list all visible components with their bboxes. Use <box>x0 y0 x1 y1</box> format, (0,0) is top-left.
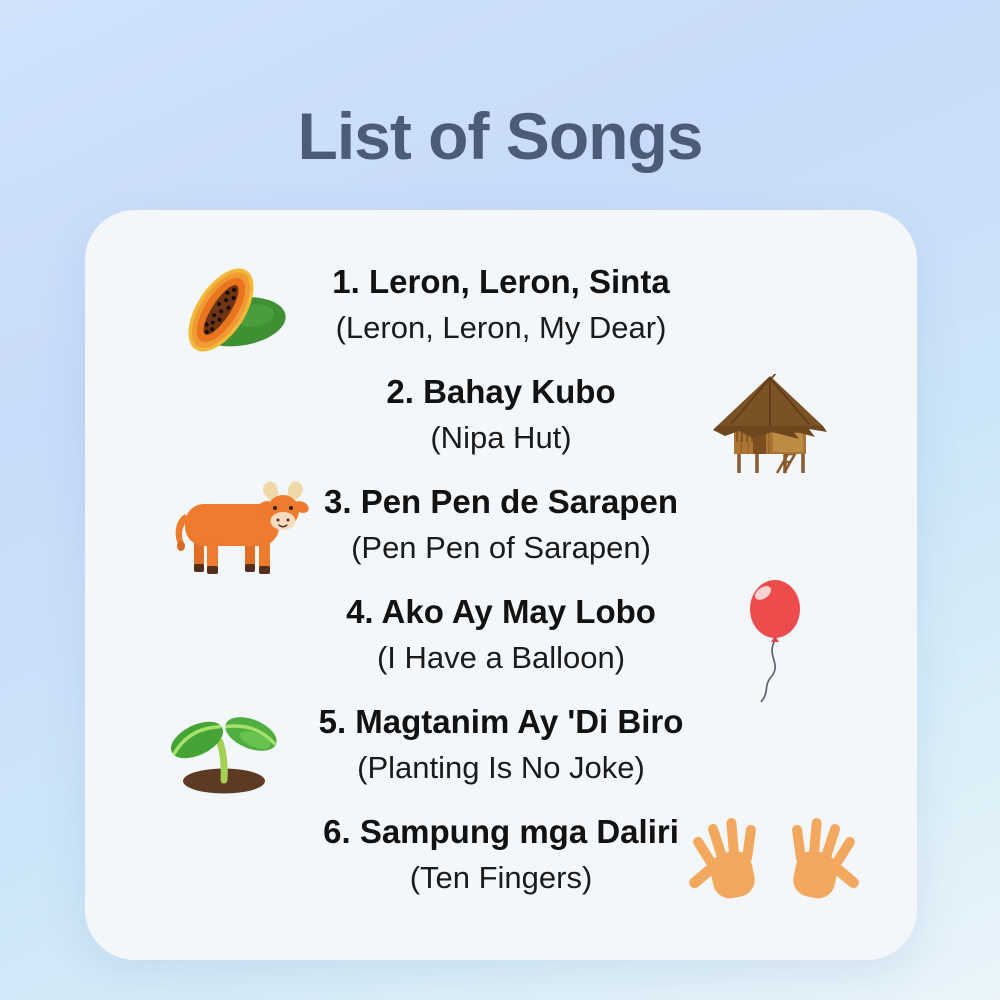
song-title: 6. Sampung mga Daliri <box>323 813 679 850</box>
song-subtitle: (I Have a Balloon) <box>376 640 626 675</box>
song-title: 3. Pen Pen de Sarapen <box>324 483 678 520</box>
song-title: 5. Magtanim Ay 'Di Biro <box>318 703 684 740</box>
song-subtitle: (Nipa Hut) <box>430 420 572 455</box>
song-subtitle: (Leron, Leron, My Dear) <box>335 310 667 345</box>
papaya-icon <box>165 260 293 362</box>
song-title: 4. Ako Ay May Lobo <box>346 593 656 630</box>
song-subtitle: (Ten Fingers) <box>409 860 593 895</box>
balloon-icon <box>737 578 809 706</box>
page-title: List of Songs <box>297 99 703 173</box>
carabao-icon <box>161 480 309 578</box>
open-hands-icon <box>687 810 859 902</box>
song-title: 1. Leron, Leron, Sinta <box>332 263 670 300</box>
song-list-card <box>85 210 917 960</box>
song-subtitle: (Planting Is No Joke) <box>357 750 645 785</box>
seedling-icon <box>163 700 285 796</box>
song-subtitle: (Pen Pen of Sarapen) <box>351 530 651 565</box>
nipa-hut-icon <box>711 374 829 474</box>
song-title: 2. Bahay Kubo <box>386 373 616 410</box>
